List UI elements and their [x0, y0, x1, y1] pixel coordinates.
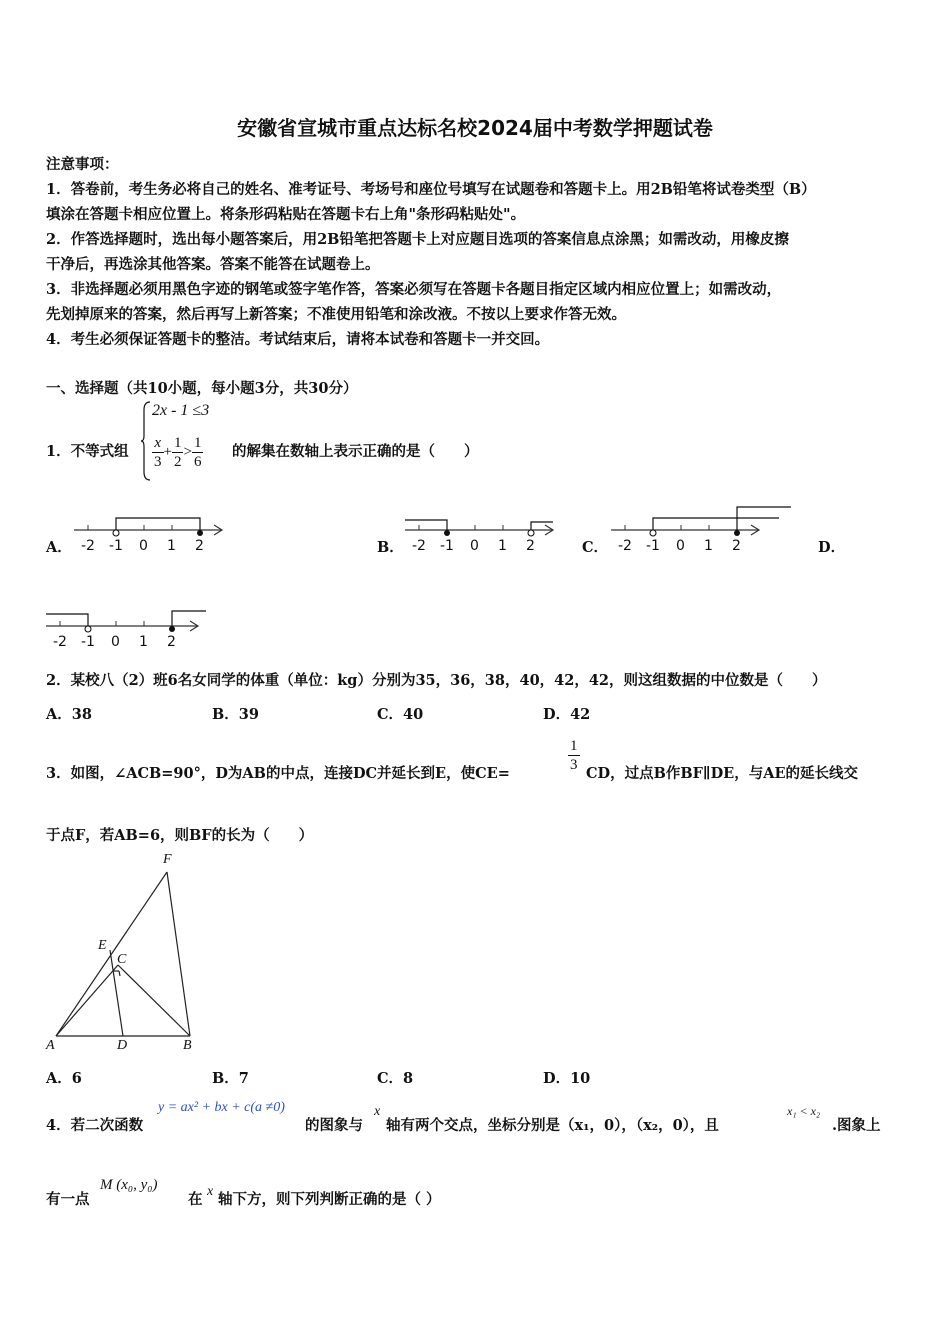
q3-option-b[interactable]: B．7 — [212, 1070, 249, 1087]
label-e: E — [98, 938, 107, 953]
tick-label: 1 — [498, 538, 507, 554]
fraction: $\frac{1}{6}$ — [193, 435, 202, 470]
q3-fraction: $\frac{1}{3}$ — [570, 738, 578, 773]
notice-line: 填涂在答题卡相应位置上。将条形码粘贴在答题卡右上角"条形码粘贴处"。 — [46, 206, 526, 223]
q1-option-d[interactable]: D． — [818, 539, 846, 556]
tick-label: 0 — [139, 538, 148, 554]
number-line-c — [611, 504, 796, 558]
tick-label: 0 — [676, 538, 685, 554]
tick-label: -2 — [412, 538, 426, 554]
fraction: $\frac{1}{2}$ — [173, 435, 182, 470]
q1-ineq1: 2x - 1 ≤3 — [152, 402, 210, 419]
q4-line2-a: 有一点 — [46, 1191, 90, 1208]
notice-heading: 注意事项： — [46, 156, 119, 173]
q4-line2-x: x — [207, 1184, 214, 1199]
tick-label: 1 — [139, 634, 148, 650]
q1-system — [140, 400, 230, 482]
q3-option-d[interactable]: D．10 — [543, 1070, 591, 1087]
notice-line: 2．作答选择题时，选出每小题答案后，用2B铅笔把答题卡上对应题目选项的答案信息点涂黑；如需改动，用橡皮擦 — [46, 231, 789, 248]
q4-end: .图象上 — [832, 1117, 881, 1134]
tick-label: 2 — [195, 538, 204, 554]
tick-label: -1 — [109, 538, 123, 554]
q4-point: M (x₀, y₀) — [100, 1177, 158, 1193]
q4-line2-b: 在 — [188, 1191, 203, 1208]
tick-label: -1 — [440, 538, 454, 554]
section-heading: 一、选择题（共10小题，每小题3分，共30分） — [46, 380, 358, 397]
label-b: B — [183, 1038, 192, 1053]
q4-line2-c: 轴下方，则下列判断正确的是（ ） — [218, 1191, 441, 1208]
q2-stem: 2．某校八（2）班6名女同学的体重（单位：kg）分别为35，36，38，40，42，42，则这组数据的中位数是（ ） — [46, 672, 827, 689]
tick-label: 0 — [470, 538, 479, 554]
label-d: D — [117, 1038, 128, 1053]
tick-label: -2 — [618, 538, 632, 554]
tick-label: 2 — [167, 634, 176, 650]
tick-label: 1 — [167, 538, 176, 554]
label-a: A — [46, 1038, 55, 1053]
notice-line: 1．答卷前，考生务必将自己的姓名、准考证号、考场号和座位号填写在试题卷和答题卡上。用2B铅笔将试卷类型（B） — [46, 181, 816, 198]
q2-option-c[interactable]: C．40 — [377, 706, 424, 723]
tick-label: -1 — [646, 538, 660, 554]
tick-label: -2 — [81, 538, 95, 554]
notice-line: 3．非选择题必须用黑色字迹的钢笔或签字笔作答，答案必须写在答题卡各题目指定区域内相应位置上；如需改动， — [46, 281, 782, 298]
q3-option-a[interactable]: A．6 — [46, 1070, 82, 1087]
label-c: C — [117, 952, 127, 967]
tick-label: 2 — [732, 538, 741, 554]
tick-label: 0 — [111, 634, 120, 650]
q1-suffix: 的解集在数轴上表示正确的是（ ） — [232, 443, 479, 460]
q2-option-b[interactable]: B．39 — [212, 706, 259, 723]
q3-stem-b: CD，过点B作BF∥DE，与AE的延长线交 — [586, 765, 859, 782]
number-line-d — [46, 604, 211, 650]
q2-option-a[interactable]: A．38 — [46, 706, 92, 723]
q4-condition: x₁ < x₂ — [787, 1104, 821, 1118]
q3-stem-a: 3．如图，∠ACB=90°，D为AB的中点，连接DC并延长到E，使CE= — [46, 765, 510, 782]
tick-label: 1 — [704, 538, 713, 554]
q1-prefix: 1．不等式组 — [46, 443, 129, 460]
q4-function: y = ax² + bx + c(a ≠0) — [158, 1100, 285, 1115]
q1-option-b[interactable]: B． — [377, 539, 404, 556]
q3-option-c[interactable]: C．8 — [377, 1070, 414, 1087]
notice-line: 干净后，再选涂其他答案。答案不能答在试题卷上。 — [46, 256, 380, 273]
q1-option-c[interactable]: C． — [582, 539, 609, 556]
notice-line: 先划掉原来的答案，然后再写上新答案；不准使用铅笔和涂改液。不按以上要求作答无效。 — [46, 306, 626, 323]
tick-label: 2 — [526, 538, 535, 554]
q2-option-d[interactable]: D．42 — [543, 706, 591, 723]
page-title: 安徽省宣城市重点达标名校2024届中考数学押题试卷 — [237, 116, 713, 140]
tick-label: -2 — [53, 634, 67, 650]
q1-ineq2: $\frac{x}{3}$ + $\frac{1}{2}$ > $\frac{1}{6}$ — [154, 435, 202, 470]
q4-x-var: x — [374, 1104, 381, 1119]
q4-mid1: 的图象与 — [305, 1117, 363, 1134]
notice-line: 4．考生必须保证答题卡的整洁。考试结束后，请将本试卷和答题卡一并交回。 — [46, 331, 550, 348]
q4-prefix: 4．若二次函数 — [46, 1117, 144, 1134]
tick-label: -1 — [81, 634, 95, 650]
q1-option-a[interactable]: A． — [46, 539, 72, 556]
brace-icon — [140, 400, 152, 482]
q3-stem-c: 于点F，若AB=6，则BF的长为（ ） — [46, 827, 314, 844]
number-line-b — [405, 512, 560, 558]
label-f: F — [163, 852, 172, 867]
fraction: $\frac{x}{3}$ — [154, 435, 162, 470]
number-line-a — [74, 512, 229, 558]
q4-mid2: 轴有两个交点，坐标分别是（x₁，0），（x₂，0），且 — [386, 1117, 719, 1134]
q3-figure — [44, 852, 204, 1062]
